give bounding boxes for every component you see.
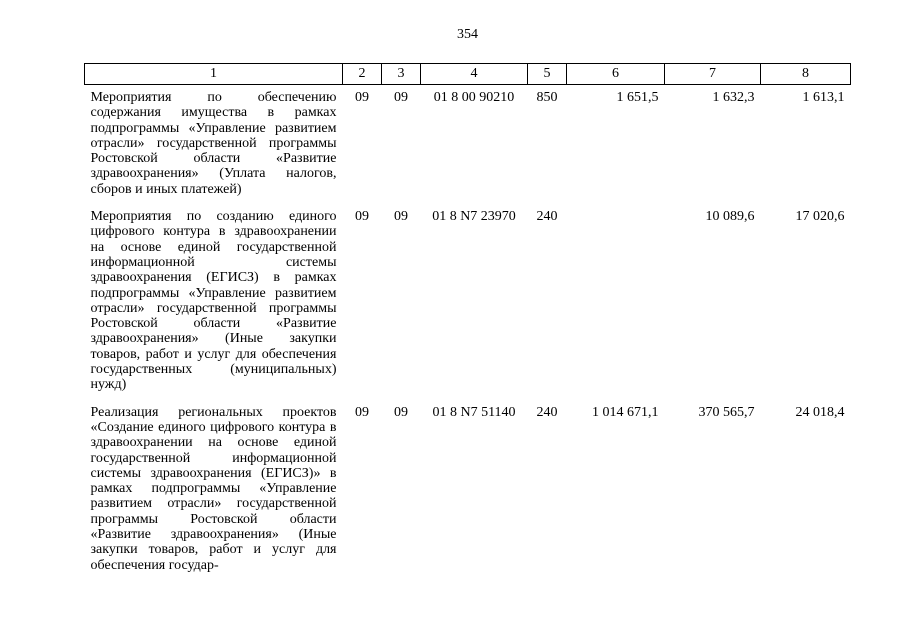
page-number: 354 (457, 27, 478, 42)
table-row (85, 85, 851, 205)
column-header-6: 6 (567, 64, 665, 85)
row-subsection: 09 (394, 90, 408, 105)
row-amount-8: 1 613,1 (802, 90, 845, 105)
column-header-3: 3 (382, 64, 421, 85)
column-header-5: 5 (528, 64, 567, 85)
row-amount-8: 17 020,6 (795, 209, 845, 225)
budget-table (84, 63, 851, 580)
row-section: 09 (355, 209, 369, 225)
row-amount-7: 10 089,6 (705, 209, 755, 225)
row-target-code: 01 8 N7 51140 (432, 404, 516, 420)
row-amount-8: 24 018,4 (795, 404, 845, 420)
column-header-8: 8 (761, 64, 851, 85)
row-description: Мероприятия по созданию единого цифрового контура в здравоохранении на основе единой государственной информационной системы здравоохранения (ЕГИСЗ) в рамках подпрограммы «Управление развитием отрасли» государственной программы Ростовской области «Развитие здравоохранения» (Иные закупки товаров, работ и услуг для обеспечения государственных (муниципальных) нужд) (90, 209, 337, 393)
row-amount-7: 1 632,3 (712, 90, 755, 105)
table-row (85, 400, 851, 580)
row-amount-7: 370 565,7 (698, 404, 755, 420)
row-section: 09 (355, 90, 369, 105)
row-expense-type: 240 (536, 404, 558, 420)
header-row (85, 64, 851, 85)
row-expense-type: 850 (536, 90, 558, 105)
row-target-code: 01 8 N7 23970 (432, 209, 516, 225)
column-header-7: 7 (665, 64, 761, 85)
column-header-2: 2 (343, 64, 382, 85)
row-amount-6 (567, 204, 665, 400)
row-subsection: 09 (394, 404, 408, 420)
row-subsection: 09 (394, 209, 408, 225)
row-amount-6: 1 651,5 (616, 90, 659, 105)
row-section: 09 (355, 404, 369, 420)
column-header-1: 1 (85, 64, 343, 85)
row-description: Мероприятия по обеспечению содержания имущества в рамках подпрограммы «Управление развитием отрасли» государственной программы Ростовской области «Развитие здравоохранения» (Уплата налогов, сборов и иных платежей) (90, 90, 337, 197)
column-header-4: 4 (421, 64, 528, 85)
table-row (85, 204, 851, 400)
row-target-code: 01 8 00 90210 (433, 90, 515, 105)
row-description: Реализация региональных проектов «Создание единого цифрового контура в здравоохранении на основе единой государственной информационной системы здравоохранения (ЕГИСЗ)» в рамках подпрограммы «Управление развитием отрасли» государственной программы Ростовской области «Развитие здравоохранения» (Иные закупки товаров, работ и услуг для обеспечения государ- (90, 404, 337, 573)
row-expense-type: 240 (536, 209, 558, 225)
row-amount-6: 1 014 671,1 (592, 404, 659, 420)
